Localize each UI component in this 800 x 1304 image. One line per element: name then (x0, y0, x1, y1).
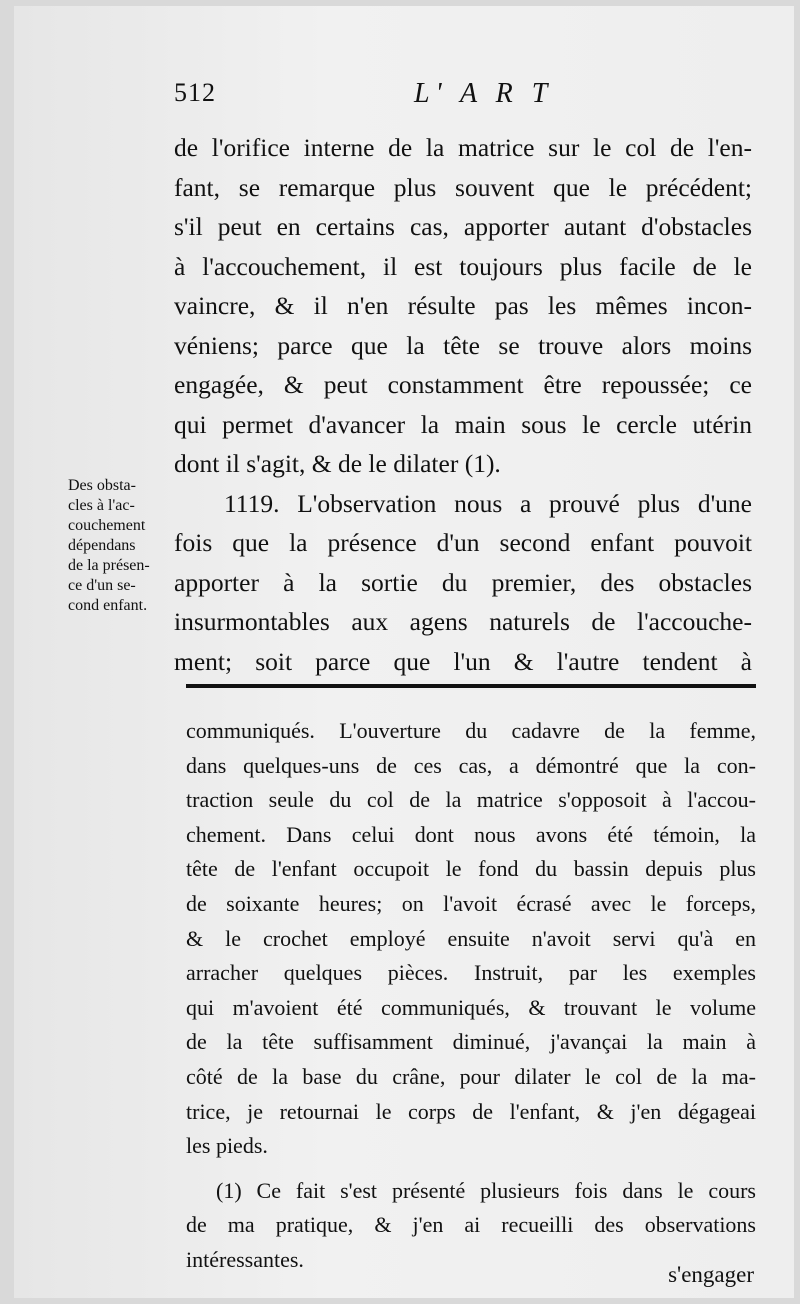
text-line: insurmontables aux agens naturels de l'accouche- (174, 607, 752, 636)
margin-note-line: dépendans (68, 537, 136, 554)
footnote-continued (186, 714, 756, 1164)
footnote-line: qui m'avoient été communiqués, & trouvant le volume (186, 994, 756, 1020)
footnote-rule (186, 684, 756, 688)
footnote-line: intéressantes. (186, 1246, 304, 1272)
margin-note-line: cles à l'ac- (68, 497, 135, 514)
text-line: vaincre, & il n'en résulte pas les mêmes incon- (174, 291, 752, 320)
footnote-line: (1) Ce fait s'est présenté plusieurs fois dans le cours (216, 1177, 756, 1203)
running-head: L' A R T (414, 78, 554, 109)
page-number: 512 (174, 78, 216, 107)
book-page (14, 6, 794, 1298)
footnote-line: communiqués. L'ouverture du cadavre de la femme, (186, 718, 756, 743)
text-line: véniens; parce que la tête se trouve alors moins (174, 330, 752, 360)
text-line: qui permet d'avancer la main sous le cercle utérin (174, 409, 752, 439)
margin-note (68, 476, 198, 616)
footnote-line: les pieds. (186, 1133, 268, 1159)
footnote-line: de soixante heures; on l'avoit écrasé avec le forceps, (186, 890, 756, 916)
margin-note-line: cond enfant. (68, 597, 148, 614)
text-line: ment; soit parce que l'un & l'autre tendent à (174, 646, 752, 676)
footnote-line: de ma pratique, & j'en ai recueilli des observations (186, 1212, 756, 1238)
text-line: à l'accouchement, il est toujours plus facile de le (174, 251, 752, 281)
footnote-line: chement. Dans celui dont nous avons été témoin, la (186, 821, 756, 847)
text-line: apporter à la sortie du premier, des obstacles (174, 567, 752, 597)
footnote-line: tête de l'enfant occupoit le fond du bassin depuis plus (186, 856, 756, 882)
text-line: fant, se remarque plus souvent que le précédent; (174, 172, 752, 202)
footnote-line: trice, je retournai le corps de l'enfant, & j'en dégageai (186, 1098, 756, 1124)
footnote-line: dans quelques-uns de ces cas, a démontré que la con- (186, 752, 756, 778)
paragraph-continued (174, 128, 752, 484)
paragraph-1119 (174, 484, 752, 682)
text-line: s'il peut en certains cas, apporter autant d'obstacles (174, 212, 752, 241)
text-line: de l'orifice interne de la matrice sur le col de l'en- (174, 133, 752, 162)
text-line: engagée, & peut constamment être repoussée; ce (174, 370, 752, 399)
margin-note-line: couchement (68, 517, 146, 534)
margin-note-line: de la présen- (68, 557, 150, 574)
margin-note-line: ce d'un se- (68, 577, 136, 594)
main-text (174, 128, 752, 681)
footnote-line: traction seule du col de la matrice s'opposoit à l'accou- (186, 787, 756, 813)
catchword: s'engager (668, 1262, 754, 1287)
footnote-line: arracher quelques pièces. Instruit, par les exemples (186, 960, 756, 986)
text-line: fois que la présence d'un second enfant pouvoit (174, 528, 752, 557)
footnote-line: de la tête suffisamment diminué, j'avançai la main à (186, 1029, 756, 1055)
footnote-line: & le crochet employé ensuite n'avoit servi qu'à en (186, 925, 756, 951)
text-line: dont il s'agit, & de le dilater (1). (174, 449, 501, 478)
margin-note-line: Des obsta- (68, 477, 136, 494)
text-line: 1119. L'observation nous a prouvé plus d'une (224, 488, 752, 518)
footnote-line: côté de la base du crâne, pour dilater le col de la ma- (186, 1063, 756, 1089)
footnotes (186, 714, 756, 1278)
